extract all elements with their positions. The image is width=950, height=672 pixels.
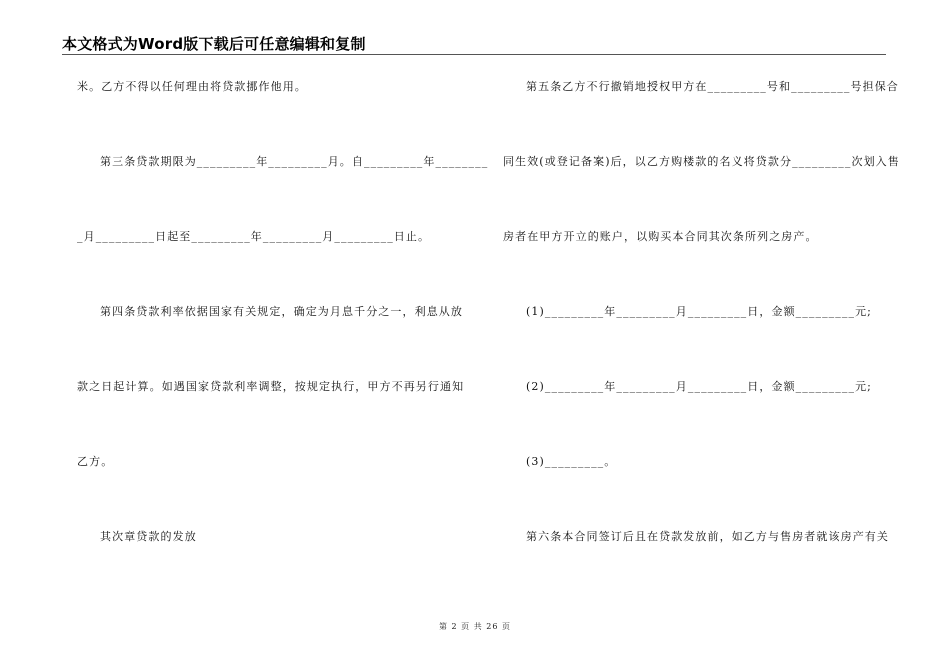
header-divider	[62, 54, 886, 55]
right-line-2: 同生效(或登记备案)后，以乙方购楼款的名义将贷款分_________次划入售	[503, 155, 900, 168]
left-line-5: 款之日起计算。如遇国家贷款利率调整，按规定执行，甲方不再另行通知	[77, 380, 465, 393]
page-number-footer: 第 2 页 共 26 页	[439, 622, 511, 631]
document-header-title: 本文格式为Word版下载后可任意编辑和复制	[62, 35, 366, 53]
left-line-4: 第四条贷款利率依据国家有关规定，确定为月息千分之一，利息从放	[100, 305, 463, 318]
left-line-7-chapter-heading: 其次章贷款的发放	[100, 530, 197, 543]
right-line-7: 第六条本合同签订后且在贷款发放前，如乙方与售房者就该房产有关	[526, 530, 889, 543]
left-line-3: _月_________日起至_________年_________月_________日止。	[77, 230, 431, 243]
right-line-6: (3)_________。	[526, 455, 617, 468]
right-line-5: (2)_________年_________月_________日，金额_________元;	[526, 380, 872, 393]
right-line-4: (1)_________年_________月_________日，金额_________元;	[526, 305, 872, 318]
left-line-2: 第三条贷款期限为_________年_________月。自_________年________	[100, 155, 489, 168]
right-line-1: 第五条乙方不行撤销地授权甲方在_________号和_________号担保合	[526, 80, 899, 93]
right-line-3: 房者在甲方开立的账户，以购买本合同其次条所列之房产。	[503, 230, 818, 243]
left-line-1: 米。乙方不得以任何理由将贷款挪作他用。	[77, 80, 307, 93]
left-line-6: 乙方。	[77, 455, 114, 468]
